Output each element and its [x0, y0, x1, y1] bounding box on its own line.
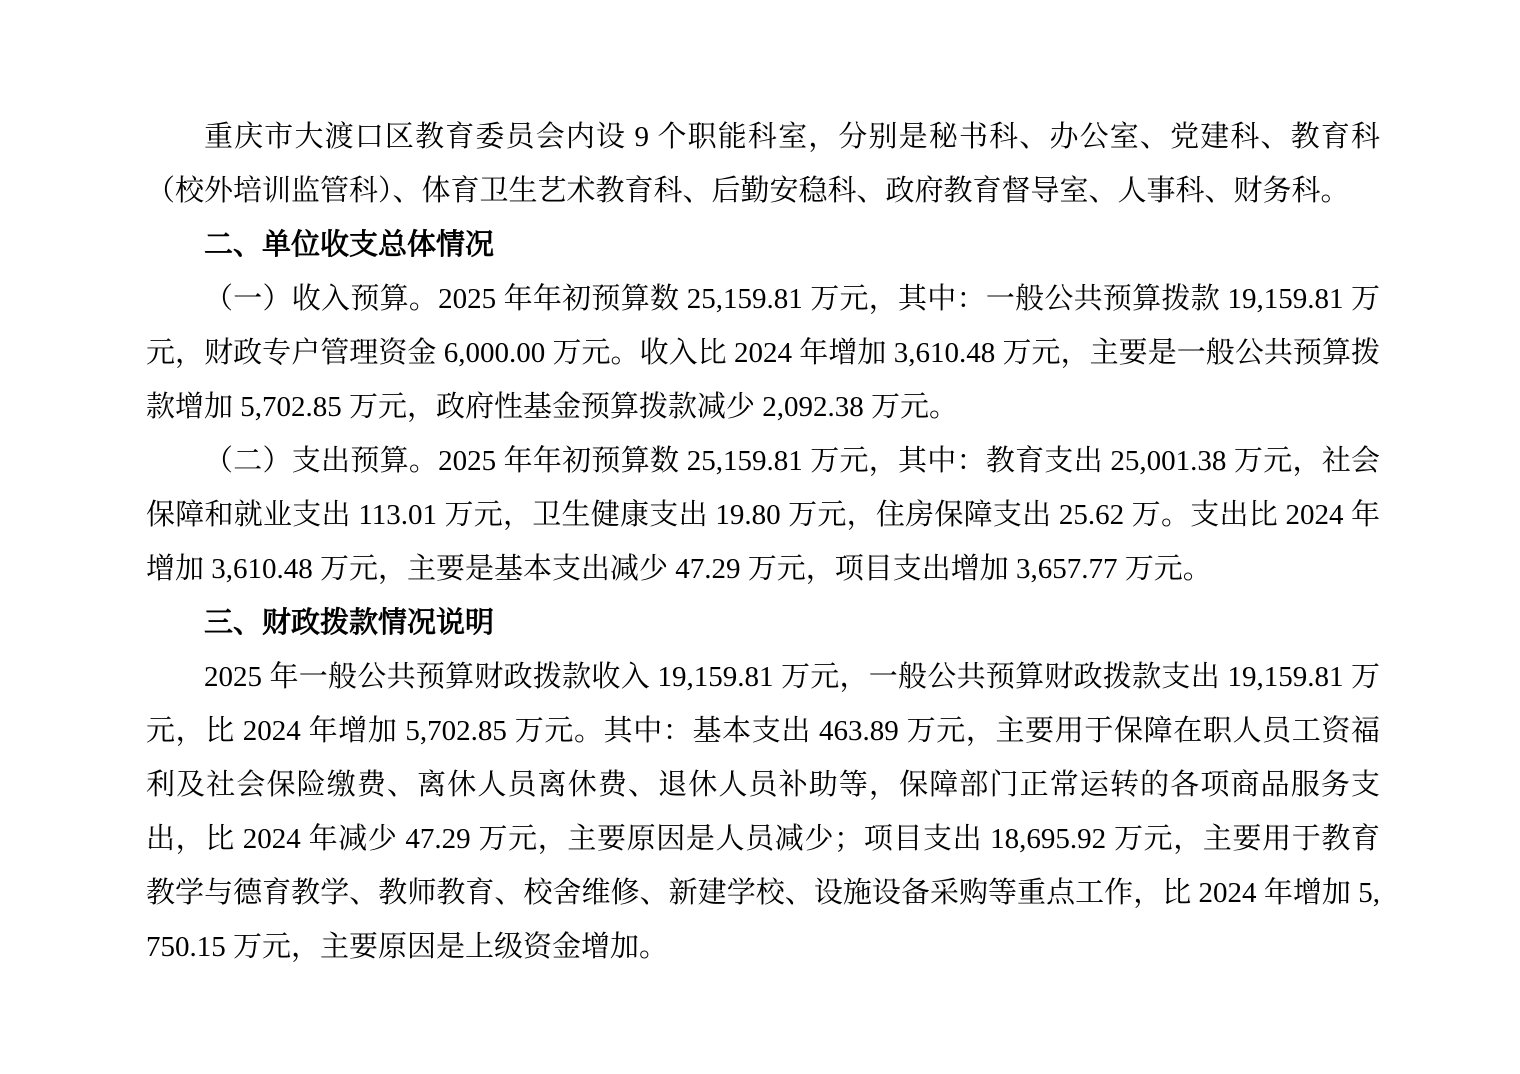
section-heading-fiscal-appropriation: 三、财政拨款情况说明	[204, 607, 495, 639]
paragraph-expense-budget-text: 2025 年年初预算数 25,159.81 万元，其中：教育支出 25,001.38 万元，社会保障和就业支出 113.01 万元，卫生健康支出 19.80 万元，住房保障支出 25.62 万。支出比 2024 年增加 3,610.48 万元，主要是基本支出减少 47.29 万元，项目支出增加 3,657.77 万元。	[146, 445, 1380, 585]
paragraph-expense-budget-lead: （二）支出预算。	[204, 445, 439, 477]
paragraph-income-budget-lead: （一）收入预算。	[204, 283, 439, 315]
paragraph-income-budget-text: 2025 年年初预算数 25,159.81 万元，其中：一般公共预算拨款 19,159.81 万元，财政专户管理资金 6,000.00 万元。收入比 2024 年增加 3,610.48 万元，主要是一般公共预算拨款增加 5,702.85 万元，政府性基金预算拨款减少 2,092.38 万元。	[146, 283, 1380, 423]
paragraph-org-structure: 重庆市大渡口区教育委员会内设 9 个职能科室，分别是秘书科、办公室、党建科、教育科（校外培训监管科）、体育卫生艺术教育科、后勤安稳科、政府教育督导室、人事科、财务科。	[146, 121, 1380, 207]
section-heading-income-expense-overview: 二、单位收支总体情况	[204, 229, 495, 261]
paragraph-income-budget	[146, 272, 1380, 434]
paragraph-fiscal-appropriation-detail: 2025 年一般公共预算财政拨款收入 19,159.81 万元，一般公共预算财政拨款支出 19,159.81 万元，比 2024 年增加 5,702.85 万元。其中：基本支出 463.89 万元，主要用于保障在职人员工资福利及社会保险缴费、离休人员离休费、退休人员补助等，保障部门正常运转的各项商品服务支出，比 2024 年减少 47.29 万元，主要原因是人员减少；项目支出 18,695.92 万元，主要用于教育教学与德育教学、教师教育、校舍维修、新建学校、设施设备采购等重点工作，比 2024 年增加 5,750.15 万元，主要原因是上级资金增加。	[146, 661, 1380, 963]
paragraph-expense-budget	[146, 434, 1380, 596]
